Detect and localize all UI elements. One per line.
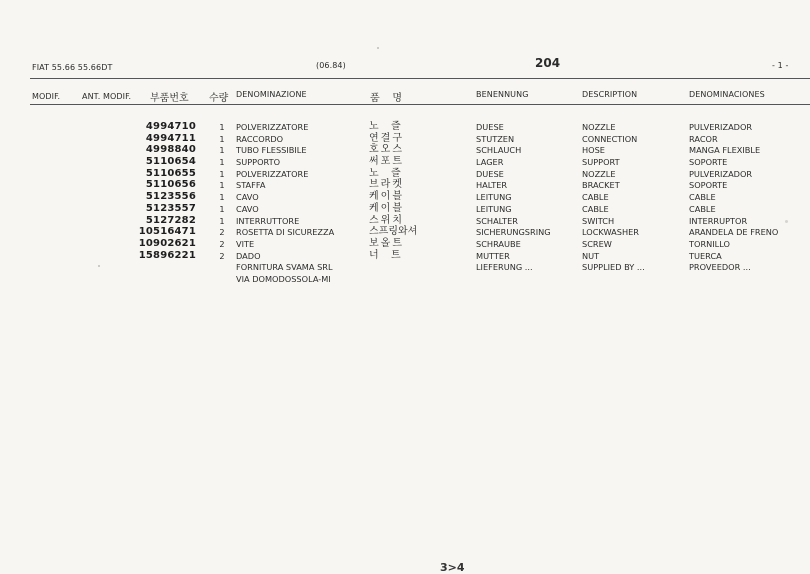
korean-name: 호오스	[369, 144, 404, 156]
benennung-column	[476, 122, 551, 274]
german-name: STUTZEN	[476, 133, 515, 144]
header-bottom-rule	[30, 104, 810, 105]
col-description: DESCRIPTION	[582, 90, 638, 99]
quantity-column	[215, 122, 229, 262]
spanish-name: ARANDELA DE FRENO	[689, 227, 779, 238]
sheet-marker: - 1 -	[772, 61, 789, 70]
col-part-number: 부품번호	[150, 93, 189, 104]
part-number: 10902621	[138, 237, 196, 249]
german-name: LEITUNG	[476, 203, 512, 214]
german-name: DUESE	[476, 122, 504, 132]
supplier-german: LIEFERUNG ...	[476, 262, 533, 273]
italian-name: SUPPORTO	[236, 157, 281, 168]
page-number: 204	[535, 56, 561, 70]
part-number-column	[120, 121, 196, 261]
quantity: 1	[219, 122, 225, 132]
model-title: FIAT 55.66 55.66DT	[32, 63, 113, 72]
italian-name: POLVERIZZATORE	[236, 122, 309, 132]
korean-name: 스위치	[369, 214, 404, 226]
spanish-name: MANGA FLEXIBLE	[689, 145, 761, 156]
korean-name: 너 트	[369, 249, 403, 261]
part-number: 5110654	[145, 156, 196, 168]
spanish-name: TUERCA	[689, 250, 722, 261]
spanish-name: RACOR	[689, 133, 718, 144]
scan-speck	[785, 220, 788, 223]
part-number: 5110656	[145, 179, 196, 191]
quantity: 2	[219, 250, 225, 261]
german-name: LAGER	[476, 157, 504, 168]
german-name: HALTER	[476, 180, 508, 191]
korean-name: 노 즐	[369, 167, 403, 179]
english-name: BRACKET	[582, 180, 620, 191]
col-modif: MODIF.	[32, 92, 61, 101]
spanish-name: PULVERIZADOR	[689, 168, 753, 179]
spanish-name: CABLE	[689, 192, 716, 203]
german-name: SCHALTER	[476, 215, 518, 226]
col-benennung: BENENNUNG	[476, 90, 529, 99]
supplier-name: FORNITURA SVAMA SRL	[236, 262, 333, 273]
english-name: CONNECTION	[582, 133, 638, 144]
col-korean-name: 품 명	[370, 93, 403, 104]
italian-name: INTERRUTTORE	[236, 215, 300, 226]
spanish-name: CABLE	[689, 203, 716, 214]
italian-name: TUBO FLESSIBILE	[236, 145, 307, 156]
part-number: 4994710	[145, 121, 196, 132]
quantity: 1	[219, 192, 225, 203]
english-name: SCREW	[582, 238, 612, 249]
korean-name: 보올트	[369, 237, 404, 249]
part-number: 5110655	[145, 167, 196, 179]
english-name: SWITCH	[582, 215, 615, 226]
italian-name: CAVO	[236, 203, 259, 214]
italian-name: ROSETTA DI SICUREZZA	[236, 227, 335, 238]
part-number: 15896221	[138, 249, 196, 261]
quantity: 1	[219, 145, 225, 156]
italian-name: POLVERIZZATORE	[236, 168, 309, 179]
english-name: NUT	[582, 250, 600, 261]
denominazione-column	[236, 122, 334, 286]
italian-name: STAFFA	[236, 180, 266, 191]
english-name: SUPPORT	[582, 157, 620, 168]
english-name: CABLE	[582, 203, 609, 214]
quantity: 1	[219, 203, 225, 214]
english-name: HOSE	[582, 145, 605, 156]
english-name: NOZZLE	[582, 122, 616, 132]
english-name: LOCKWASHER	[582, 227, 639, 238]
supplier-address: VIA DOMODOSSOLA-MI	[236, 273, 331, 284]
quantity: 2	[219, 227, 225, 238]
quantity: 1	[219, 168, 225, 179]
korean-name: 스프링와셔	[369, 226, 418, 238]
quantity: 1	[219, 180, 225, 191]
footer-mark: 3>4	[440, 561, 465, 574]
quantity: 1	[219, 215, 225, 226]
korean-name: 브라켓	[369, 179, 404, 191]
col-ant-modif: ANT. MODIF.	[82, 92, 132, 101]
part-number: 4998840	[145, 144, 196, 156]
part-number: 5127282	[145, 214, 196, 226]
korean-name-column	[369, 121, 417, 261]
header-top-rule	[30, 78, 810, 79]
german-name: MUTTER	[476, 250, 510, 261]
korean-name: 노 즐	[369, 121, 403, 132]
denominaciones-column	[689, 122, 778, 274]
quantity: 1	[219, 133, 225, 144]
quantity: 2	[219, 238, 225, 249]
quantity: 1	[219, 157, 225, 168]
italian-name: DADO	[236, 250, 261, 261]
german-name: LEITUNG	[476, 192, 512, 203]
korean-name: 케이블	[369, 202, 404, 214]
part-number: 5123556	[145, 191, 196, 203]
supplier-spanish: PROVEEDOR ...	[689, 262, 751, 273]
col-denominazione: DENOMINAZIONE	[236, 90, 307, 99]
english-name: NOZZLE	[582, 168, 616, 179]
korean-name: 케이블	[369, 191, 404, 203]
german-name: SICHERUNGSRING	[476, 227, 551, 238]
korean-name: 연결구	[369, 132, 404, 144]
german-name: DUESE	[476, 168, 504, 179]
part-number: 5123557	[145, 202, 196, 214]
part-number: 4994711	[145, 132, 196, 144]
col-denominaciones: DENOMINACIONES	[689, 90, 765, 99]
part-number: 10516471	[138, 226, 196, 238]
supplier-english: SUPPLIED BY ...	[582, 262, 645, 273]
spanish-name: INTERRUPTOR	[689, 215, 748, 226]
italian-name: CAVO	[236, 192, 259, 203]
english-name: CABLE	[582, 192, 609, 203]
italian-name: VITE	[236, 238, 255, 249]
korean-name: 써포트	[369, 156, 404, 168]
col-quantity: 수량	[209, 93, 229, 104]
scan-speck	[377, 47, 379, 49]
spanish-name: TORNILLO	[689, 238, 730, 249]
scan-speck	[98, 265, 100, 267]
spanish-name: PULVERIZADOR	[689, 122, 753, 132]
italian-name: RACCORDO	[236, 133, 284, 144]
german-name: SCHRAUBE	[476, 238, 521, 249]
spanish-name: SOPORTE	[689, 180, 728, 191]
german-name: SCHLAUCH	[476, 145, 522, 156]
spanish-name: SOPORTE	[689, 157, 728, 168]
date-code: (06.84)	[316, 61, 346, 70]
description-column	[582, 122, 645, 274]
